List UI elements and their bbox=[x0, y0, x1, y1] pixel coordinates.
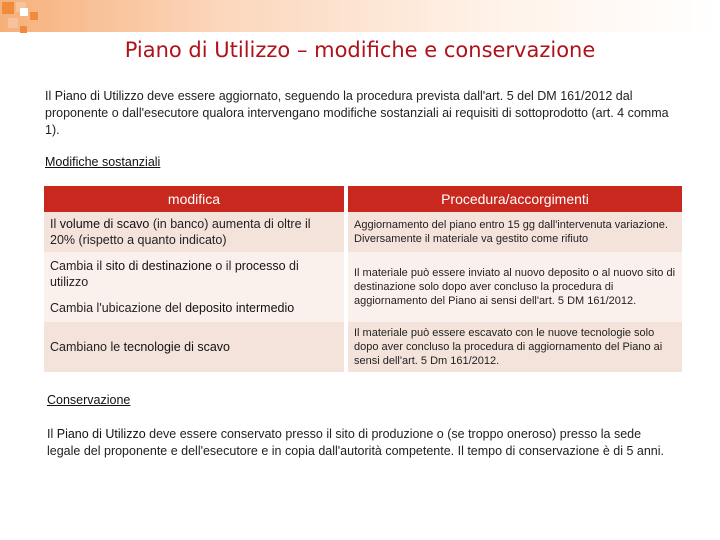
cell-procedura: Aggiornamento del piano entro 15 gg dall'intervenuta variazione. Diversamente il materiale va gestito come rifiuto bbox=[346, 212, 682, 252]
modifiche-table bbox=[44, 186, 682, 372]
cell-modifica bbox=[44, 252, 346, 322]
page-title: Piano di Utilizzo – modifiche e conservazione bbox=[124, 38, 596, 62]
intro-keyword: Piano di Utilizzo bbox=[54, 89, 144, 103]
cell-text: o il bbox=[211, 259, 235, 273]
header-decoration bbox=[0, 0, 720, 32]
cell-text: Cambia il bbox=[50, 259, 106, 273]
cell-modifica bbox=[44, 322, 346, 372]
table-row bbox=[44, 322, 682, 372]
decor-square bbox=[20, 26, 27, 33]
intro-text: Il bbox=[45, 89, 55, 103]
cell-keyword: volume di scavo bbox=[59, 217, 150, 231]
cell-keyword: sito di destinazione bbox=[105, 259, 212, 273]
decor-square bbox=[8, 18, 18, 28]
decor-square bbox=[20, 8, 28, 16]
cell-text: (in banco) aumenta di oltre il 20% (rispetto a quanto indicato) bbox=[50, 217, 311, 247]
decor-square bbox=[30, 12, 38, 20]
cell-line bbox=[50, 300, 338, 316]
cell-keyword: deposito intermedio bbox=[185, 301, 295, 315]
column-header-modifica: modifica bbox=[44, 186, 346, 212]
cell-procedura: Il materiale può essere escavato con le nuove tecnologie solo dopo aver concluso la procedura di aggiornamento del Piano ai sensi dell'art. 5 Dm 161/2012. bbox=[346, 322, 682, 372]
intro-text: deve essere aggiornato, seguendo la procedura prevista dall'art. 5 del DM 161/2012 dal proponente o dall'esecutore qualora intervengano modifiche sostanziali ai requisiti di sottoprodotto (art. 4 comma 1). bbox=[45, 89, 669, 137]
cell-text: Il bbox=[50, 217, 60, 231]
cell-keyword: processo bbox=[234, 259, 286, 273]
column-header-procedura: Procedura/accorgimenti bbox=[346, 186, 682, 212]
cons-text: Il bbox=[47, 427, 57, 441]
cell-keyword: tecnologie di scavo bbox=[123, 340, 230, 354]
section-heading-conservazione: Conservazione bbox=[47, 393, 131, 407]
table-row bbox=[44, 252, 682, 322]
cell-text: Cambia l'ubicazione del bbox=[50, 301, 186, 315]
table-row bbox=[44, 212, 682, 252]
table-header-row bbox=[44, 186, 682, 212]
conservazione-paragraph bbox=[47, 426, 677, 460]
cons-text: deve essere conservato presso il sito di produzione o (se troppo oneroso) presso la sede legale del proponente e dell'esecutore e in copia dall'autorità competente. Il tempo di conservazione è di 5 anni. bbox=[47, 427, 664, 458]
cell-text: di utilizzo bbox=[50, 259, 299, 289]
cons-keyword: Piano di Utilizzo bbox=[56, 427, 146, 441]
section-heading-modifiche: Modifiche sostanziali bbox=[45, 155, 161, 169]
cell-modifica bbox=[44, 212, 346, 252]
cell-procedura: Il materiale può essere inviato al nuovo deposito o al nuovo sito di destinazione solo dopo aver concluso la procedura di aggiornamento del Piano ai sensi dell'art. 5 DM 161/2012. bbox=[346, 252, 682, 322]
cell-text: Cambiano le bbox=[50, 340, 124, 354]
intro-paragraph bbox=[45, 88, 675, 139]
decor-square bbox=[2, 2, 14, 14]
cell-line bbox=[50, 258, 338, 290]
